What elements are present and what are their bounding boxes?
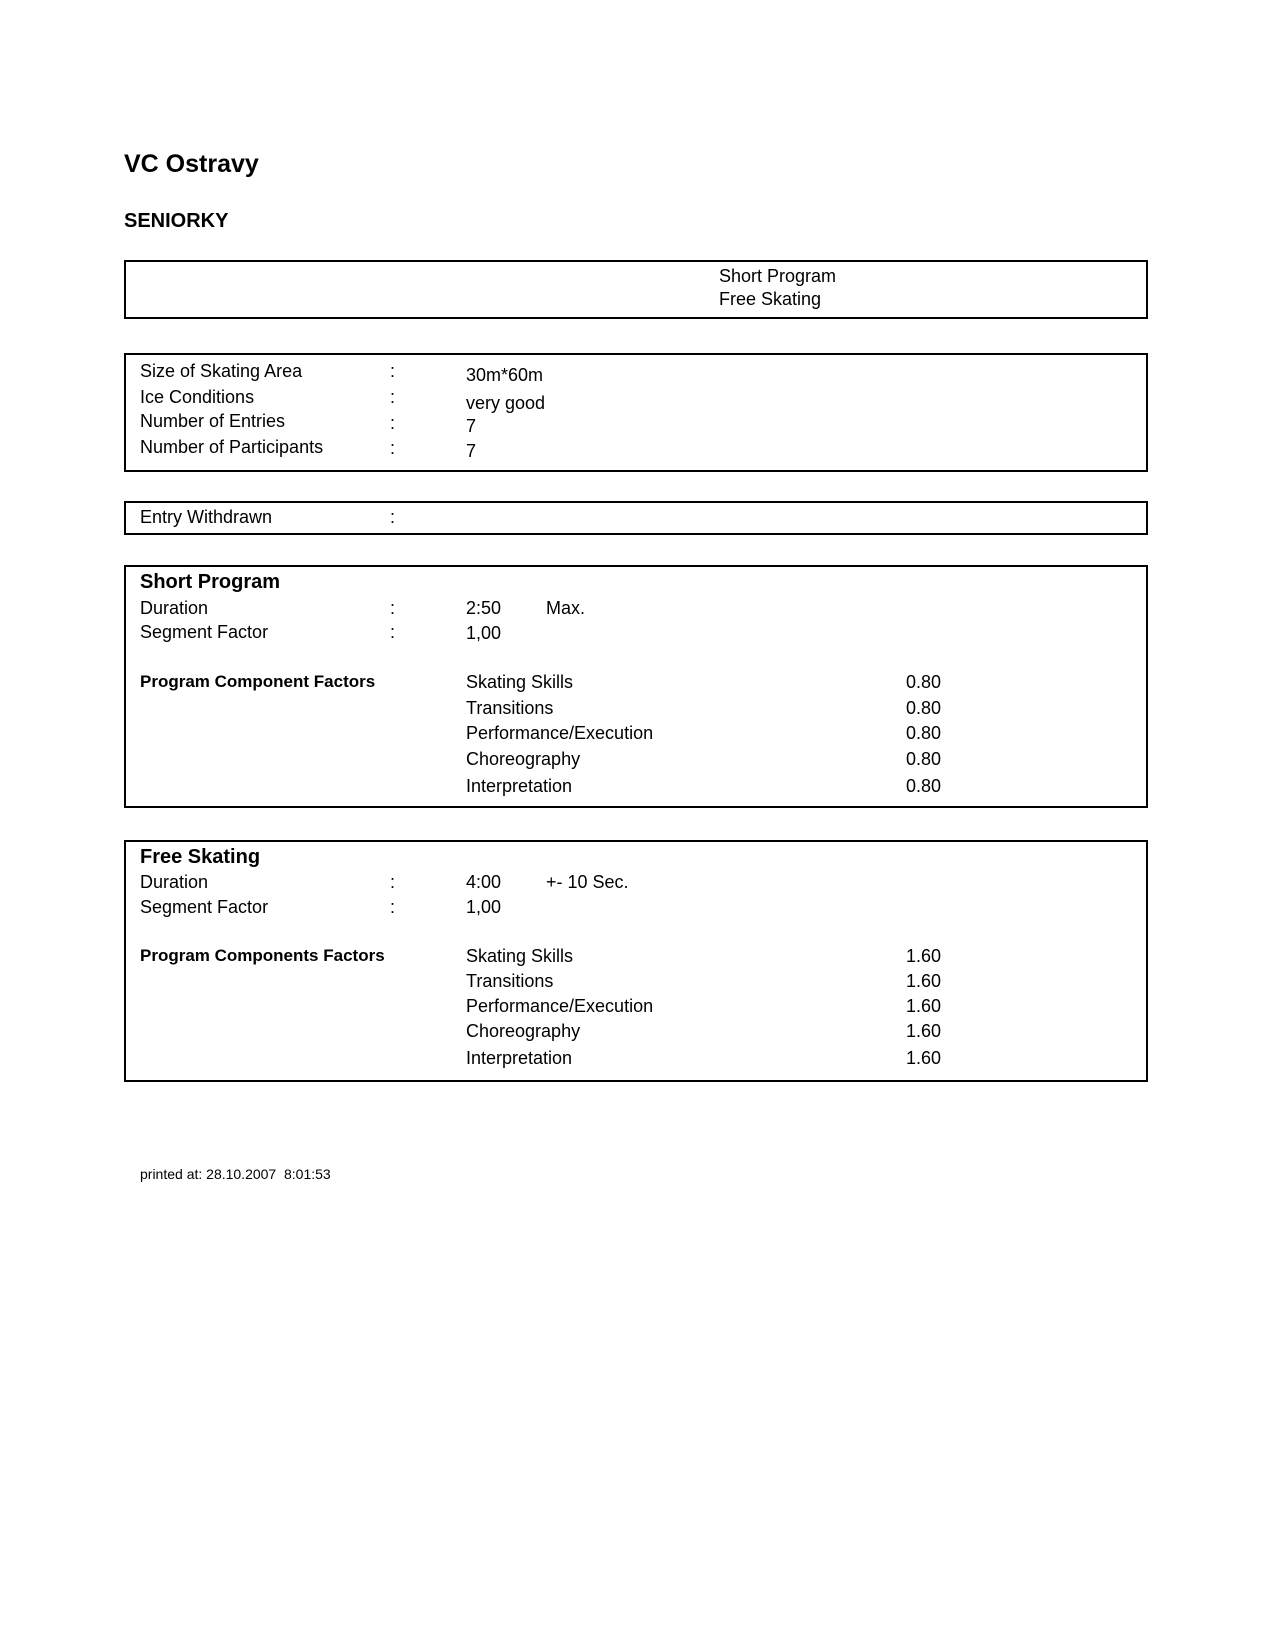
segment-short-program: Short Program [719, 266, 837, 286]
short-factor-value: 1,00 [466, 623, 502, 643]
info-value-entries: 7 [466, 416, 477, 436]
info-separator: : [390, 387, 396, 407]
free-factor-value: 1,00 [466, 897, 502, 917]
free-component-factor: 1.60 [906, 1021, 942, 1041]
free-duration-separator: : [390, 872, 396, 892]
printed-timestamp: printed at: 28.10.2007 8:01:53 [140, 1166, 331, 1182]
short-component-factor: 0.80 [906, 776, 942, 796]
info-value-size: 30m*60m [466, 365, 544, 385]
info-label-size: Size of Skating Area [140, 361, 303, 381]
withdrawn-separator: : [390, 507, 396, 527]
short-program-box [124, 565, 1148, 808]
free-factor-label: Segment Factor [140, 897, 269, 917]
category-title: SENIORKY [124, 210, 229, 232]
short-program-heading: Short Program [140, 571, 281, 593]
short-component-factor: 0.80 [906, 698, 942, 718]
free-factor-separator: : [390, 897, 396, 917]
withdrawn-label: Entry Withdrawn [140, 507, 273, 527]
free-component-factor: 1.60 [906, 946, 942, 966]
short-component-name: Skating Skills [466, 672, 574, 692]
event-info-box [124, 353, 1148, 472]
short-factor-separator: : [390, 622, 396, 642]
free-component-factor: 1.60 [906, 996, 942, 1016]
free-component-name: Skating Skills [466, 946, 574, 966]
short-component-name: Performance/Execution [466, 723, 654, 743]
info-value-participants: 7 [466, 441, 477, 461]
free-skating-heading: Free Skating [140, 846, 261, 868]
info-value-ice: very good [466, 393, 546, 413]
info-separator: : [390, 361, 396, 381]
info-label-ice: Ice Conditions [140, 387, 255, 407]
free-skating-box [124, 840, 1148, 1082]
entry-withdrawn-box [124, 501, 1148, 535]
free-duration-label: Duration [140, 872, 209, 892]
short-component-factor: 0.80 [906, 723, 942, 743]
short-component-name: Transitions [466, 698, 554, 718]
page-title: VC Ostravy [124, 150, 259, 178]
free-duration-note: +- 10 Sec. [546, 872, 629, 892]
free-component-name: Interpretation [466, 1048, 573, 1068]
short-factor-label: Segment Factor [140, 622, 269, 642]
info-separator: : [390, 438, 396, 458]
segment-free-skating: Free Skating [719, 289, 822, 309]
segments-box [124, 260, 1148, 319]
short-components-label: Program Component Factors [140, 672, 376, 691]
short-duration-separator: : [390, 598, 396, 618]
free-component-factor: 1.60 [906, 971, 942, 991]
free-duration-value: 4:00 [466, 872, 502, 892]
info-label-entries: Number of Entries [140, 411, 286, 431]
short-component-factor: 0.80 [906, 672, 942, 692]
short-component-factor: 0.80 [906, 749, 942, 769]
free-component-name: Choreography [466, 1021, 581, 1041]
free-component-factor: 1.60 [906, 1048, 942, 1068]
free-component-name: Performance/Execution [466, 996, 654, 1016]
short-component-name: Interpretation [466, 776, 573, 796]
short-duration-label: Duration [140, 598, 209, 618]
info-label-participants: Number of Participants [140, 437, 324, 457]
short-component-name: Choreography [466, 749, 581, 769]
short-duration-note: Max. [546, 598, 586, 618]
short-duration-value: 2:50 [466, 598, 502, 618]
free-components-label: Program Components Factors [140, 946, 385, 965]
free-component-name: Transitions [466, 971, 554, 991]
info-separator: : [390, 413, 396, 433]
